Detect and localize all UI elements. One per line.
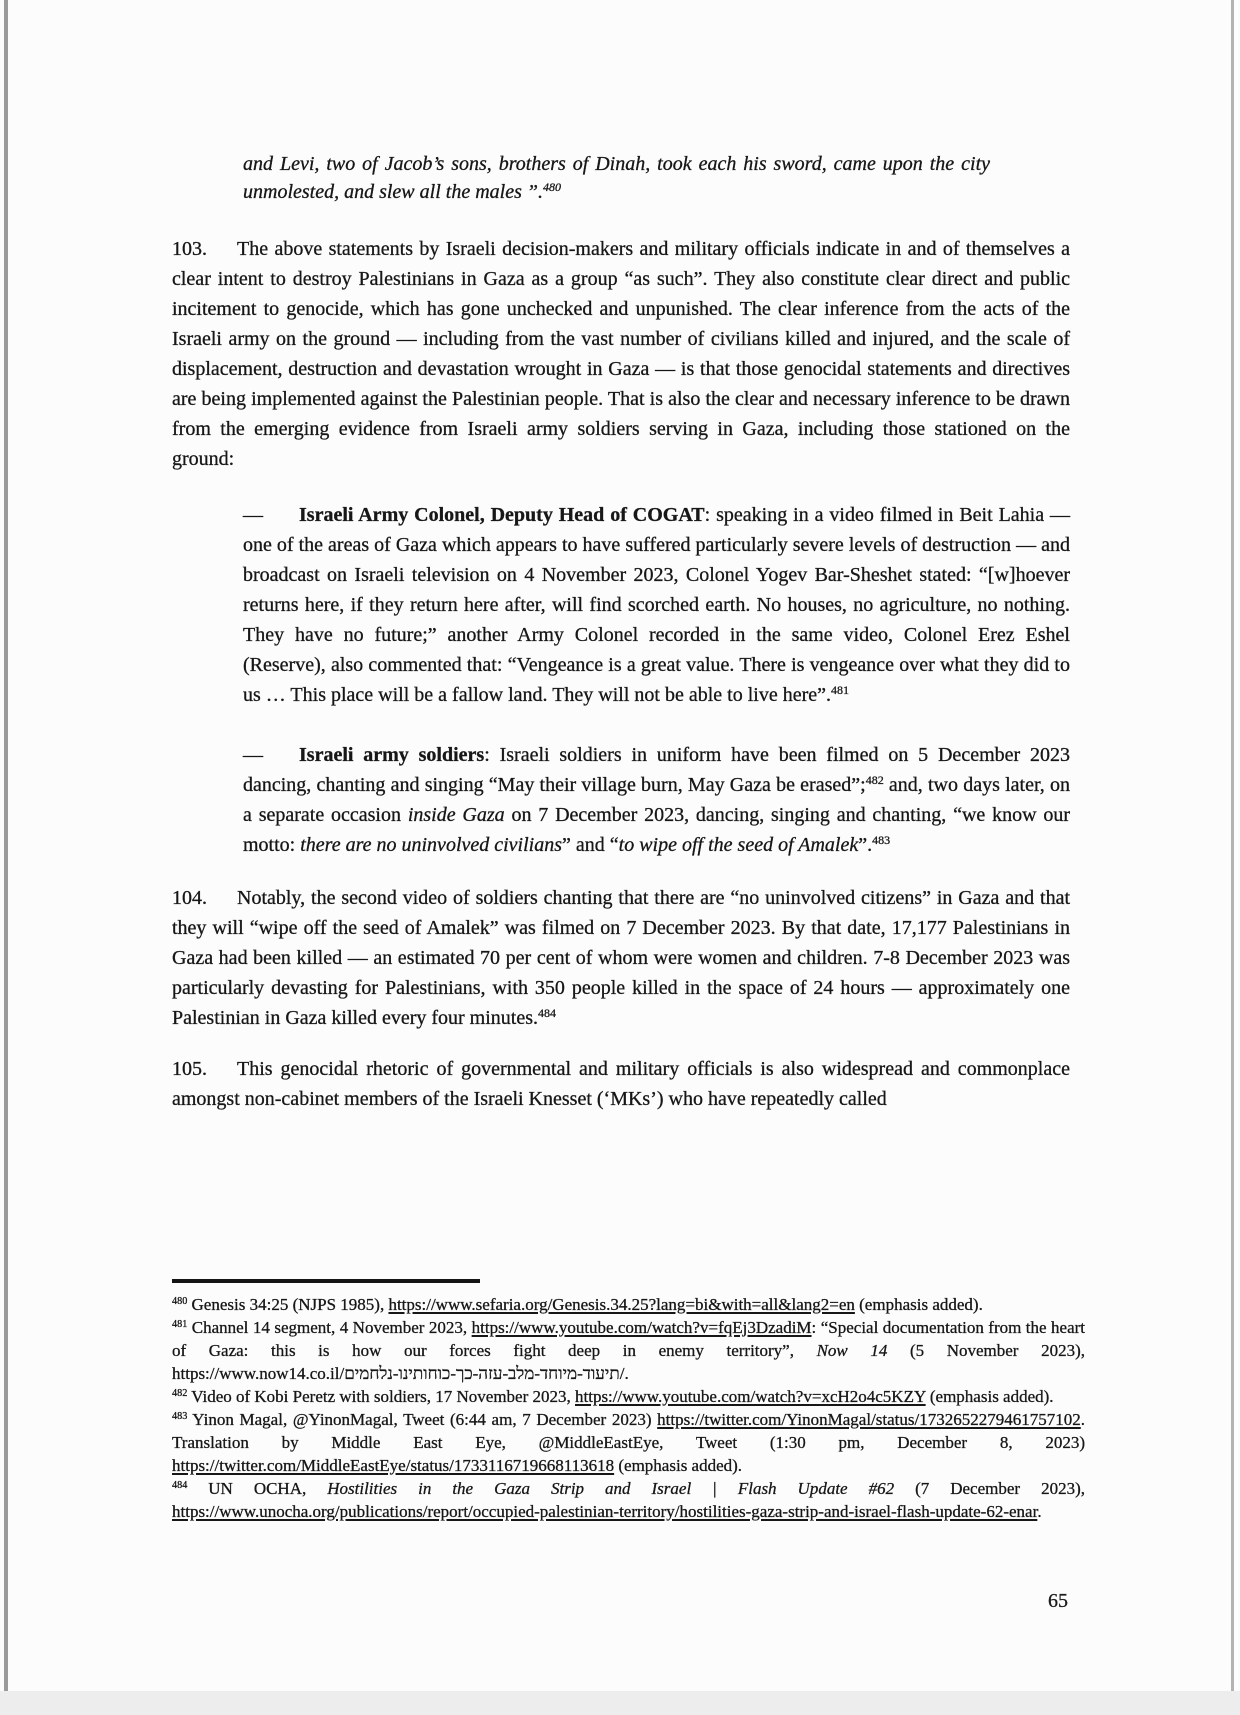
text-segment: on 7 December 2023, dancing, singing and chanting, “we know our motto:: [243, 804, 1071, 856]
text-segment: .: [1037, 1502, 1042, 1521]
page-number: 65: [1048, 1590, 1068, 1612]
footnote-484: [172, 1477, 1085, 1523]
text-segment: (5 November 2023), https://www.now14.co.il/תיעוד-מיוחד-מלב-עזה-כך-כוחותינו-נלחמים/.: [172, 1341, 1085, 1383]
bullet-cogat-colonel: [243, 500, 1070, 710]
block-quote-genesis: [243, 150, 990, 206]
footnote-reference: 484: [538, 1006, 557, 1021]
text-segment: ”.: [858, 834, 873, 856]
paragraph-number: 103.: [172, 238, 207, 260]
text-segment: Video of Kobi Peretz with soldiers, 17 November 2023,: [187, 1387, 575, 1406]
link-youtube-kobi-peretz[interactable]: https://www.youtube.com/watch?v=xcH2o4c5KZY: [575, 1387, 926, 1406]
text-segment: UN OCHA,: [187, 1479, 328, 1498]
text-segment: Notably, the second video of soldiers chanting that there are “no uninvolved citizens” in Gaza and that they will “wipe off the seed of Amalek” was filmed on 7 December 2023. By that date, 17,177 Palestinians in Gaza had been killed — an estimated 70 per cent of whom were women and children. 7-8 December 2023 was particularly devasting for Palestinians, with 350 people killed in the space of 24 hours — approximately one Palestinian in Gaza killed every four minutes.: [172, 887, 1070, 1029]
text-segment: Channel 14 segment, 4 November 2023,: [187, 1318, 472, 1337]
link-twitter-middle-east-eye[interactable]: https://twitter.com/MiddleEastEye/status/1733116719668113618: [172, 1456, 615, 1475]
link-sefaria[interactable]: https://www.sefaria.org/Genesis.34.25?lang=bi&with=all&lang2=en: [388, 1295, 855, 1314]
footnote-483: [172, 1408, 1085, 1477]
footnote-reference: 483: [172, 1411, 188, 1423]
footnote-482: [172, 1385, 1085, 1408]
link-unocha[interactable]: https://www.unocha.org/publications/report/occupied-palestinian-territory/hostilities-gaza-strip-and-israel-flash-update-62-enar: [172, 1502, 1038, 1521]
link-twitter-yinon-magal[interactable]: https://twitter.com/YinonMagal/status/1732652279461757102: [657, 1410, 1081, 1429]
scan-edge-left: [4, 0, 8, 1695]
paragraph-104: [172, 883, 1070, 1033]
text-segment: Hostilities in the Gaza Strip and Israel | Flash Update #62: [327, 1479, 895, 1498]
text-segment: and Levi, two of Jacob’s sons, brothers of Dinah, took each his sword, came upon the city unmolested, and slew all the males ”.: [243, 153, 990, 203]
text-segment: (7 December 2023),: [894, 1479, 1085, 1498]
footnote-481: [172, 1316, 1085, 1385]
text-segment: Israeli Army Colonel, Deputy Head of COGAT: [299, 504, 705, 526]
footnote-reference: 480: [542, 180, 561, 195]
text-segment: Yinon Magal, @YinonMagal, Tweet (6:44 am, 7 December 2023): [187, 1410, 658, 1429]
bullet-dash: —: [243, 504, 263, 526]
text-segment: : “Special documentation from the heart of Gaza: this is how our forces fight deep in enemy territory”,: [172, 1318, 1086, 1360]
footnote-separator-rule: [172, 1279, 480, 1283]
text-segment: . Translation by Middle East Eye, @MiddleEastEye, Tweet (1:30 pm, December 8, 2023): [172, 1410, 1085, 1452]
footnote-480: [172, 1293, 1085, 1316]
text-segment: there are no uninvolved civilians: [300, 834, 563, 856]
footnotes-section: [172, 1279, 1085, 1523]
text-segment: : speaking in a video filmed in Beit Lahia — one of the areas of Gaza which appears to have suffered particularly severe levels of destruction — and broadcast on Israeli television on 4 November 2023, Colonel Yogev Bar-Sheshet stated: “[w]hoever returns here, if they return here after, will find scorched earth. No houses, no agriculture, no nothing. They have no future;” another Army Colonel recorded in the same video, Colonel Erez Eshel (Reserve), also commented that: “Vengeance is a great value. There is vengeance over what they did to us … This place will be a fallow land. They will not be able to live here”.: [243, 504, 1071, 706]
paragraph-number: 105.: [172, 1058, 207, 1080]
footnote-reference: 484: [172, 1480, 188, 1492]
text-segment: Israeli army soldiers: [299, 744, 485, 766]
footnote-reference: 483: [872, 833, 891, 848]
link-youtube-channel14[interactable]: https://www.youtube.com/watch?v=fqEj3DzadiM: [471, 1318, 812, 1337]
text-segment: Genesis 34:25 (NJPS 1985),: [187, 1295, 389, 1314]
document-content: [172, 150, 1086, 1523]
text-segment: inside Gaza: [407, 804, 505, 826]
text-segment: (emphasis added).: [854, 1295, 983, 1314]
footnote-reference: 482: [172, 1388, 188, 1400]
paragraph-105: [172, 1054, 1070, 1114]
text-segment: and, two days later, on a separate occasion: [243, 774, 1071, 826]
scan-edge-right: [1231, 0, 1234, 1715]
bullet-dash: —: [243, 744, 263, 766]
paragraph-number: 104.: [172, 887, 207, 909]
text-segment: The above statements by Israeli decision-makers and military officials indicate in and of themselves a clear intent to destroy Palestinians in Gaza as a group “as such”. They also constitute clear direct and public incitement to genocide, which has gone unchecked and unpunished. The clear inference from the acts of the Israeli army on the ground — including from the vast number of civilians killed and injured, and the scale of displacement, destruction and devastation wrought in Gaza — is that those genocidal statements and directives are being implemented against the Palestinian people. That is also the clear and necessary inference to be drawn from the emerging evidence from Israeli army soldiers serving in Gaza, including those stationed on the ground:: [172, 238, 1070, 470]
text-segment: to wipe off the seed of Amalek: [618, 834, 859, 856]
footnote-reference: 482: [865, 773, 884, 788]
text-segment: ” and “: [562, 834, 619, 856]
paragraph-103: [172, 234, 1070, 474]
bullet-army-soldiers: [243, 740, 1070, 860]
footnote-reference: 481: [172, 1319, 188, 1331]
footnote-reference: 480: [172, 1296, 188, 1308]
text-segment: (emphasis added).: [925, 1387, 1054, 1406]
text-segment: (emphasis added).: [614, 1456, 743, 1475]
text-segment: This genocidal rhetoric of governmental and military officials is also widespread and commonplace amongst non-cabinet members of the Israeli Knesset (‘MKs’) who have repeatedly called: [172, 1058, 1070, 1110]
text-segment: Now 14: [816, 1341, 888, 1360]
footnote-reference: 481: [831, 683, 849, 698]
scan-edge-bottom: [0, 1691, 1240, 1715]
text-segment: : Israeli soldiers in uniform have been filmed on 5 December 2023 dancing, chanting and singing “May their village burn, May Gaza be erased”;: [243, 744, 1070, 796]
